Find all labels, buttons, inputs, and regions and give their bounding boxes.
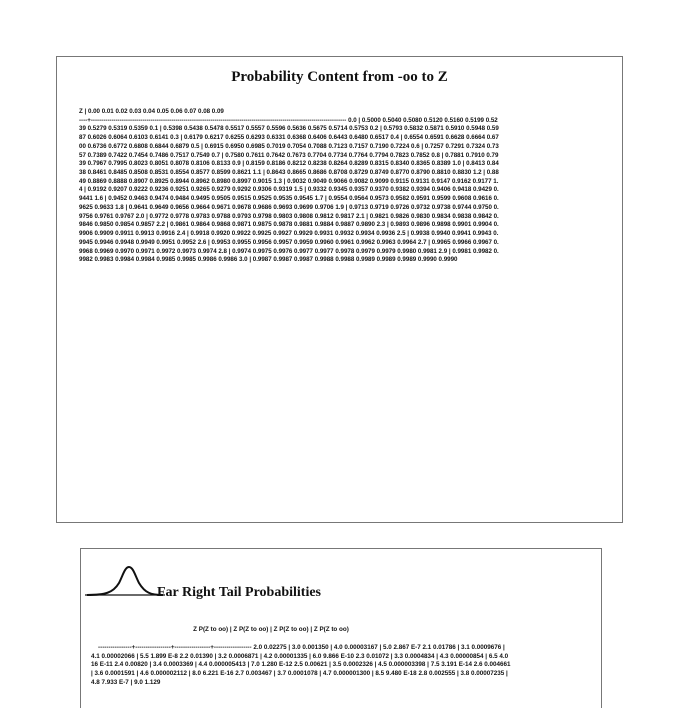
tail-table-header: Z P(Z to oo) | Z P(Z to oo) | Z P(Z to oo) | Z P(Z to oo) [193,625,349,633]
tail-table-title: Far Right Tail Probabilities [157,585,322,600]
bell-curve-icon [85,563,165,603]
normal-table-body: Z | 0.00 0.01 0.02 0.03 0.04 0.05 0.06 0.07 0.08 0.09 ----+---------------------------------------------------------------------------------------------------------------------------- 0.0 | 0.5000 0.5040 0.5080 0.5120 0.5160 0.5199 0.5239 0.5279 0.5319 0.5359 0.1 | 0.5398 0.5438 0.5478 0.5517 0.5557 0.5596 0.5636 0.5675 0.5714 0.5753 0.2 | 0.5793 0.5832 0.5871 0.5910 0.5948 0.5987 0.6026 0.6064 0.6103 0.6141 0.3 | 0.6179 0.6217 0.6255 0.6293 0.6331 0.6368 0.6406 0.6443 0.6480 0.6517 0.4 | 0.6554 0.6591 0.6628 0.6664 0.6700 0.6736 0.6772 0.6808 0.6844 0.6879 0.5 | 0.6915 0.6950 0.6985 0.7019 0.7054 0.7088 0.7123 0.7157 0.7190 0.7224 0.6 | 0.7257 0.7291 0.7324 0.7357 0.7389 0.7422 0.7454 0.7486 0.7517 0.7549 0.7 | 0.7580 0.7611 0.7642 0.7673 0.7704 0.7734 0.7764 0.7794 0.7823 0.7852 0.8 | 0.7881 0.7910 0.7939 0.7967 0.7995 0.8023 0.8051 0.8078 0.8106 0.8133 0.9 | 0.8159 0.8186 0.8212 0.8238 0.8264 0.8289 0.8315 0.8340 0.8365 0.8389 1.0 | 0.8413 0.8438 0.8461 0.8485 0.8508 0.8531 0.8554 0.8577 0.8599 0.8621 1.1 | 0.8643 0.8665 0.8686 0.8708 0.8729 0.8749 0.8770 0.8790 0.8810 0.8830 1.2 | 0.8849 0.8869 0.8888 0.8907 0.8925 0.8944 0.8962 0.8980 0.8997 0.9015 1.3 | 0.9032 0.9049 0.9066 0.9082 0.9099 0.9115 0.9131 0.9147 0.9162 0.9177 1.4 | 0.9192 0.9207 0.9222 0.9236 0.9251 0.9265 0.9279 0.9292 0.9306 0.9319 1.5 | 0.9332 0.9345 0.9357 0.9370 0.9382 0.9394 0.9406 0.9418 0.9429 0.9441 1.6 | 0.9452 0.9463 0.9474 0.9484 0.9495 0.9505 0.9515 0.9525 0.9535 0.9545 1.7 | 0.9554 0.9564 0.9573 0.9582 0.9591 0.9599 0.9608 0.9616 0.9625 0.9633 1.8 | 0.9641 0.9649 0.9656 0.9664 0.9671 0.9678 0.9686 0.9693 0.9699 0.9706 1.9 | 0.9713 0.9719 0.9726 0.9732 0.9738 0.9744 0.9750 0.9756 0.9761 0.9767 2.0 | 0.9772 0.9778 0.9783 0.9788 0.9793 0.9798 0.9803 0.9808 0.9812 0.9817 2.1 | 0.9821 0.9826 0.9830 0.9834 0.9838 0.9842 0.9846 0.9850 0.9854 0.9857 2.2 | 0.9861 0.9864 0.9868 0.9871 0.9875 0.9878 0.9881 0.9884 0.9887 0.9890 2.3 | 0.9893 0.9896 0.9898 0.9901 0.9904 0.9906 0.9909 0.9911 0.9913 0.9916 2.4 | 0.9918 0.9920 0.9922 0.9925 0.9927 0.9929 0.9931 0.9932 0.9934 0.9936 2.5 | 0.9938 0.9940 0.9941 0.9943 0.9945 0.9946 0.9948 0.9949 0.9951 0.9952 2.6 | 0.9953 0.9955 0.9956 0.9957 0.9959 0.9960 0.9961 0.9962 0.9963 0.9964 2.7 | 0.9965 0.9966 0.9967 0.9968 0.9969 0.9970 0.9971 0.9972 0.9973 0.9974 2.8 | 0.9974 0.9975 0.9976 0.9977 0.9977 0.9978 0.9979 0.9979 0.9980 0.9981 2.9 | 0.9981 0.9982 0.9982 0.9983 0.9984 0.9984 0.9985 0.9985 0.9986 0.9986 3.0 | 0.9987 0.9987 0.9987 0.9988 0.9988 0.9989 0.9989 0.9989 0.9990 0.9990 [79,108,499,264]
standard-normal-table-panel [56,56,623,523]
far-right-tail-panel [80,548,602,708]
table-title: Probability Content from -oo to Z [231,69,448,85]
tail-table-values: ----------------+-----------------+-----------------+------------------ 2.0 0.02275 | 3.0 0.001350 | 4.0 0.00003167 | 5.0 2.867 E-7 2.1 0.01786 | 3.1 0.0009676 | 4.1 0.00002066 | 5.5 1.899 E-8 2.2 0.01390 | 3.2 0.0006871 | 4.2 0.00001335 | 6.0 9.866 E-10 2.3 0.01072 | 3.3 0.0004834 | 4.3 0.00000854 | 6.5 4.016 E-11 2.4 0.00820 | 3.4 0.0003369 | 4.4 0.000005413 | 7.0 1.280 E-12 2.5 0.00621 | 3.5 0.0002326 | 4.5 0.000003398 | 7.5 3.191 E-14 2.6 0.004661 | 3.6 0.0001591 | 4.6 0.000002112 | 8.0 6.221 E-16 2.7 0.003467 | 3.7 0.0001078 | 4.7 0.000001300 | 8.5 9.480 E-18 2.8 0.002555 | 3.8 0.00007235 | 4.8 7.933 E-7 | 9.0 1.129 [91,643,513,687]
tail-table-body [91,608,511,697]
